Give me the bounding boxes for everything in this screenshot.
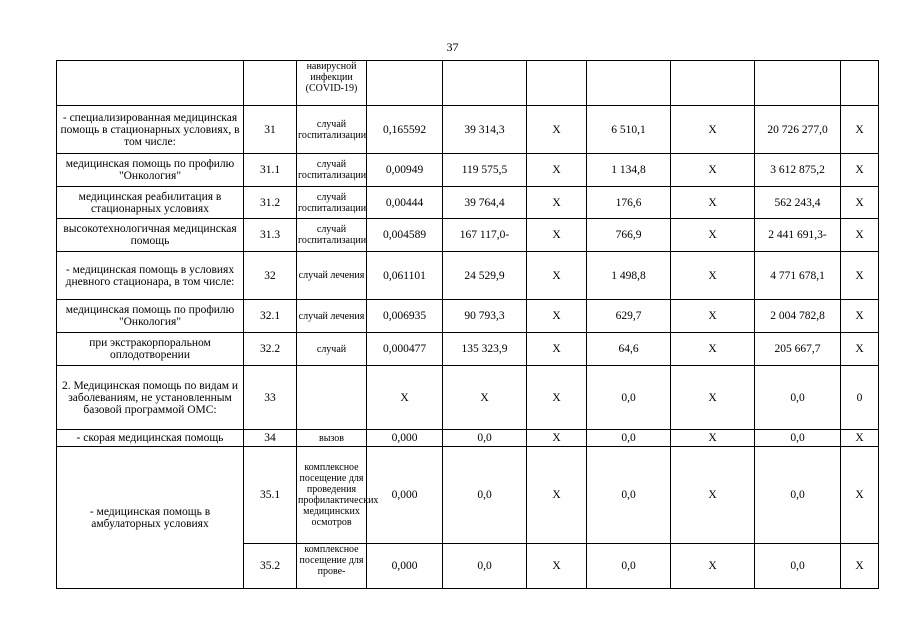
cell: 24 529,9 xyxy=(443,252,527,300)
row-unit: случай госпитализации xyxy=(297,219,367,252)
row-code: 31.3 xyxy=(244,219,297,252)
cell: Х xyxy=(841,447,879,544)
cell: Х xyxy=(527,333,587,366)
row-name: медицинская помощь по профилю "Онкология" xyxy=(57,300,244,333)
cell xyxy=(367,61,443,106)
cell: 20 726 277,0 xyxy=(755,106,841,154)
cell: 0,00444 xyxy=(367,187,443,219)
row-name: - медицинская помощь в амбулаторных условиях xyxy=(57,447,244,589)
cell: 0,000 xyxy=(367,544,443,589)
cell: Х xyxy=(527,447,587,544)
cell: Х xyxy=(671,154,755,187)
cell: 0,004589 xyxy=(367,219,443,252)
cell: 39 764,4 xyxy=(443,187,527,219)
cell: 0,165592 xyxy=(367,106,443,154)
cell: Х xyxy=(671,544,755,589)
cell: Х xyxy=(527,430,587,447)
row-code: 35.2 xyxy=(244,544,297,589)
cell: Х xyxy=(841,187,879,219)
cell: Х xyxy=(527,154,587,187)
cell: Х xyxy=(841,333,879,366)
cell: 0,0 xyxy=(443,430,527,447)
cell: 0,000 xyxy=(367,430,443,447)
cell xyxy=(755,61,841,106)
cell: Х xyxy=(841,154,879,187)
row-code xyxy=(244,61,297,106)
row-unit: случай лечения xyxy=(297,252,367,300)
cell: Х xyxy=(671,447,755,544)
row-unit: случай госпитализации xyxy=(297,106,367,154)
table-row xyxy=(57,154,879,187)
cell: 0,00949 xyxy=(367,154,443,187)
cell xyxy=(671,61,755,106)
table-row xyxy=(57,447,879,544)
table-row xyxy=(57,300,879,333)
cell: 0,006935 xyxy=(367,300,443,333)
cell: Х xyxy=(671,430,755,447)
cell: 2 004 782,8 xyxy=(755,300,841,333)
page-number: 37 xyxy=(446,40,459,54)
cell: 2 441 691,3- xyxy=(755,219,841,252)
cell: 205 667,7 xyxy=(755,333,841,366)
row-name xyxy=(57,61,244,106)
cell: Х xyxy=(841,252,879,300)
cell: 1 498,8 xyxy=(587,252,671,300)
table-row xyxy=(57,430,879,447)
cell: 0,0 xyxy=(587,544,671,589)
row-code: 31.1 xyxy=(244,154,297,187)
cell: 1 134,8 xyxy=(587,154,671,187)
row-name: медицинская помощь по профилю "Онкология" xyxy=(57,154,244,187)
row-unit: вызов xyxy=(297,430,367,447)
cell: 0,0 xyxy=(755,447,841,544)
cell: 0,0 xyxy=(755,544,841,589)
row-name: при экстракорпоральном оплодотворении xyxy=(57,333,244,366)
table-row xyxy=(57,61,879,106)
cell: Х xyxy=(527,544,587,589)
cell: Х xyxy=(527,300,587,333)
row-unit: комплексное посещение для проведения профилактических медицинских осмотров xyxy=(297,447,367,544)
table-row xyxy=(57,333,879,366)
row-name: - специализированная медицинская помощь в стационарных условиях, в том числе: xyxy=(57,106,244,154)
cell: Х xyxy=(841,106,879,154)
cell: 0,0 xyxy=(587,366,671,430)
cell xyxy=(443,61,527,106)
cell: Х xyxy=(671,187,755,219)
row-code: 31 xyxy=(244,106,297,154)
table-row xyxy=(57,219,879,252)
data-table xyxy=(56,60,879,589)
cell: 0 xyxy=(841,366,879,430)
cell: 3 612 875,2 xyxy=(755,154,841,187)
row-unit: комплексное посещение для прове- xyxy=(297,544,367,589)
row-unit: случай xyxy=(297,333,367,366)
cell: 0,0 xyxy=(443,544,527,589)
cell: 90 793,3 xyxy=(443,300,527,333)
cell: Х xyxy=(841,544,879,589)
cell: 0,0 xyxy=(587,430,671,447)
cell: 0,0 xyxy=(755,430,841,447)
cell: 0,000 xyxy=(367,447,443,544)
cell: Х xyxy=(527,366,587,430)
row-unit: случай лечения xyxy=(297,300,367,333)
cell: Х xyxy=(841,430,879,447)
row-name: 2. Медицинская помощь по видам и заболеваниям, не установленным базовой программой ОМС: xyxy=(57,366,244,430)
table-row xyxy=(57,187,879,219)
cell: 39 314,3 xyxy=(443,106,527,154)
row-code: 32.2 xyxy=(244,333,297,366)
cell: 0,061101 xyxy=(367,252,443,300)
cell: 6 510,1 xyxy=(587,106,671,154)
cell: Х xyxy=(527,219,587,252)
cell: 766,9 xyxy=(587,219,671,252)
cell: Х xyxy=(527,252,587,300)
cell xyxy=(587,61,671,106)
cell: 135 323,9 xyxy=(443,333,527,366)
cell: Х xyxy=(841,219,879,252)
cell: Х xyxy=(367,366,443,430)
row-unit: случай госпитализации xyxy=(297,187,367,219)
cell: 176,6 xyxy=(587,187,671,219)
cell: 4 771 678,1 xyxy=(755,252,841,300)
cell: 64,6 xyxy=(587,333,671,366)
row-code: 35.1 xyxy=(244,447,297,544)
cell: 119 575,5 xyxy=(443,154,527,187)
cell xyxy=(527,61,587,106)
cell: Х xyxy=(527,106,587,154)
cell xyxy=(841,61,879,106)
cell: Х xyxy=(671,333,755,366)
row-unit xyxy=(297,366,367,430)
cell: Х xyxy=(671,252,755,300)
row-name: - скорая медицинская помощь xyxy=(57,430,244,447)
table-row xyxy=(57,252,879,300)
cell: 167 117,0- xyxy=(443,219,527,252)
cell: Х xyxy=(841,300,879,333)
row-code: 34 xyxy=(244,430,297,447)
table-row xyxy=(57,366,879,430)
cell: 0,0 xyxy=(755,366,841,430)
cell: 0,0 xyxy=(443,447,527,544)
row-name: высокотехнологичная медицинская помощь xyxy=(57,219,244,252)
row-code: 32 xyxy=(244,252,297,300)
cell: 0,000477 xyxy=(367,333,443,366)
cell: Х xyxy=(671,300,755,333)
row-name: медицинская реабилитация в стационарных условиях xyxy=(57,187,244,219)
cell: Х xyxy=(671,106,755,154)
row-code: 31.2 xyxy=(244,187,297,219)
cell: 562 243,4 xyxy=(755,187,841,219)
row-unit: навирусной инфекции (COVID-19) xyxy=(297,61,367,106)
row-unit: случай госпитализации xyxy=(297,154,367,187)
cell: 629,7 xyxy=(587,300,671,333)
cell: 0,0 xyxy=(587,447,671,544)
table-row xyxy=(57,106,879,154)
row-name: - медицинская помощь в условиях дневного стационара, в том числе: xyxy=(57,252,244,300)
cell: Х xyxy=(671,219,755,252)
cell: Х xyxy=(671,366,755,430)
row-code: 32.1 xyxy=(244,300,297,333)
row-code: 33 xyxy=(244,366,297,430)
cell: Х xyxy=(443,366,527,430)
cell: Х xyxy=(527,187,587,219)
